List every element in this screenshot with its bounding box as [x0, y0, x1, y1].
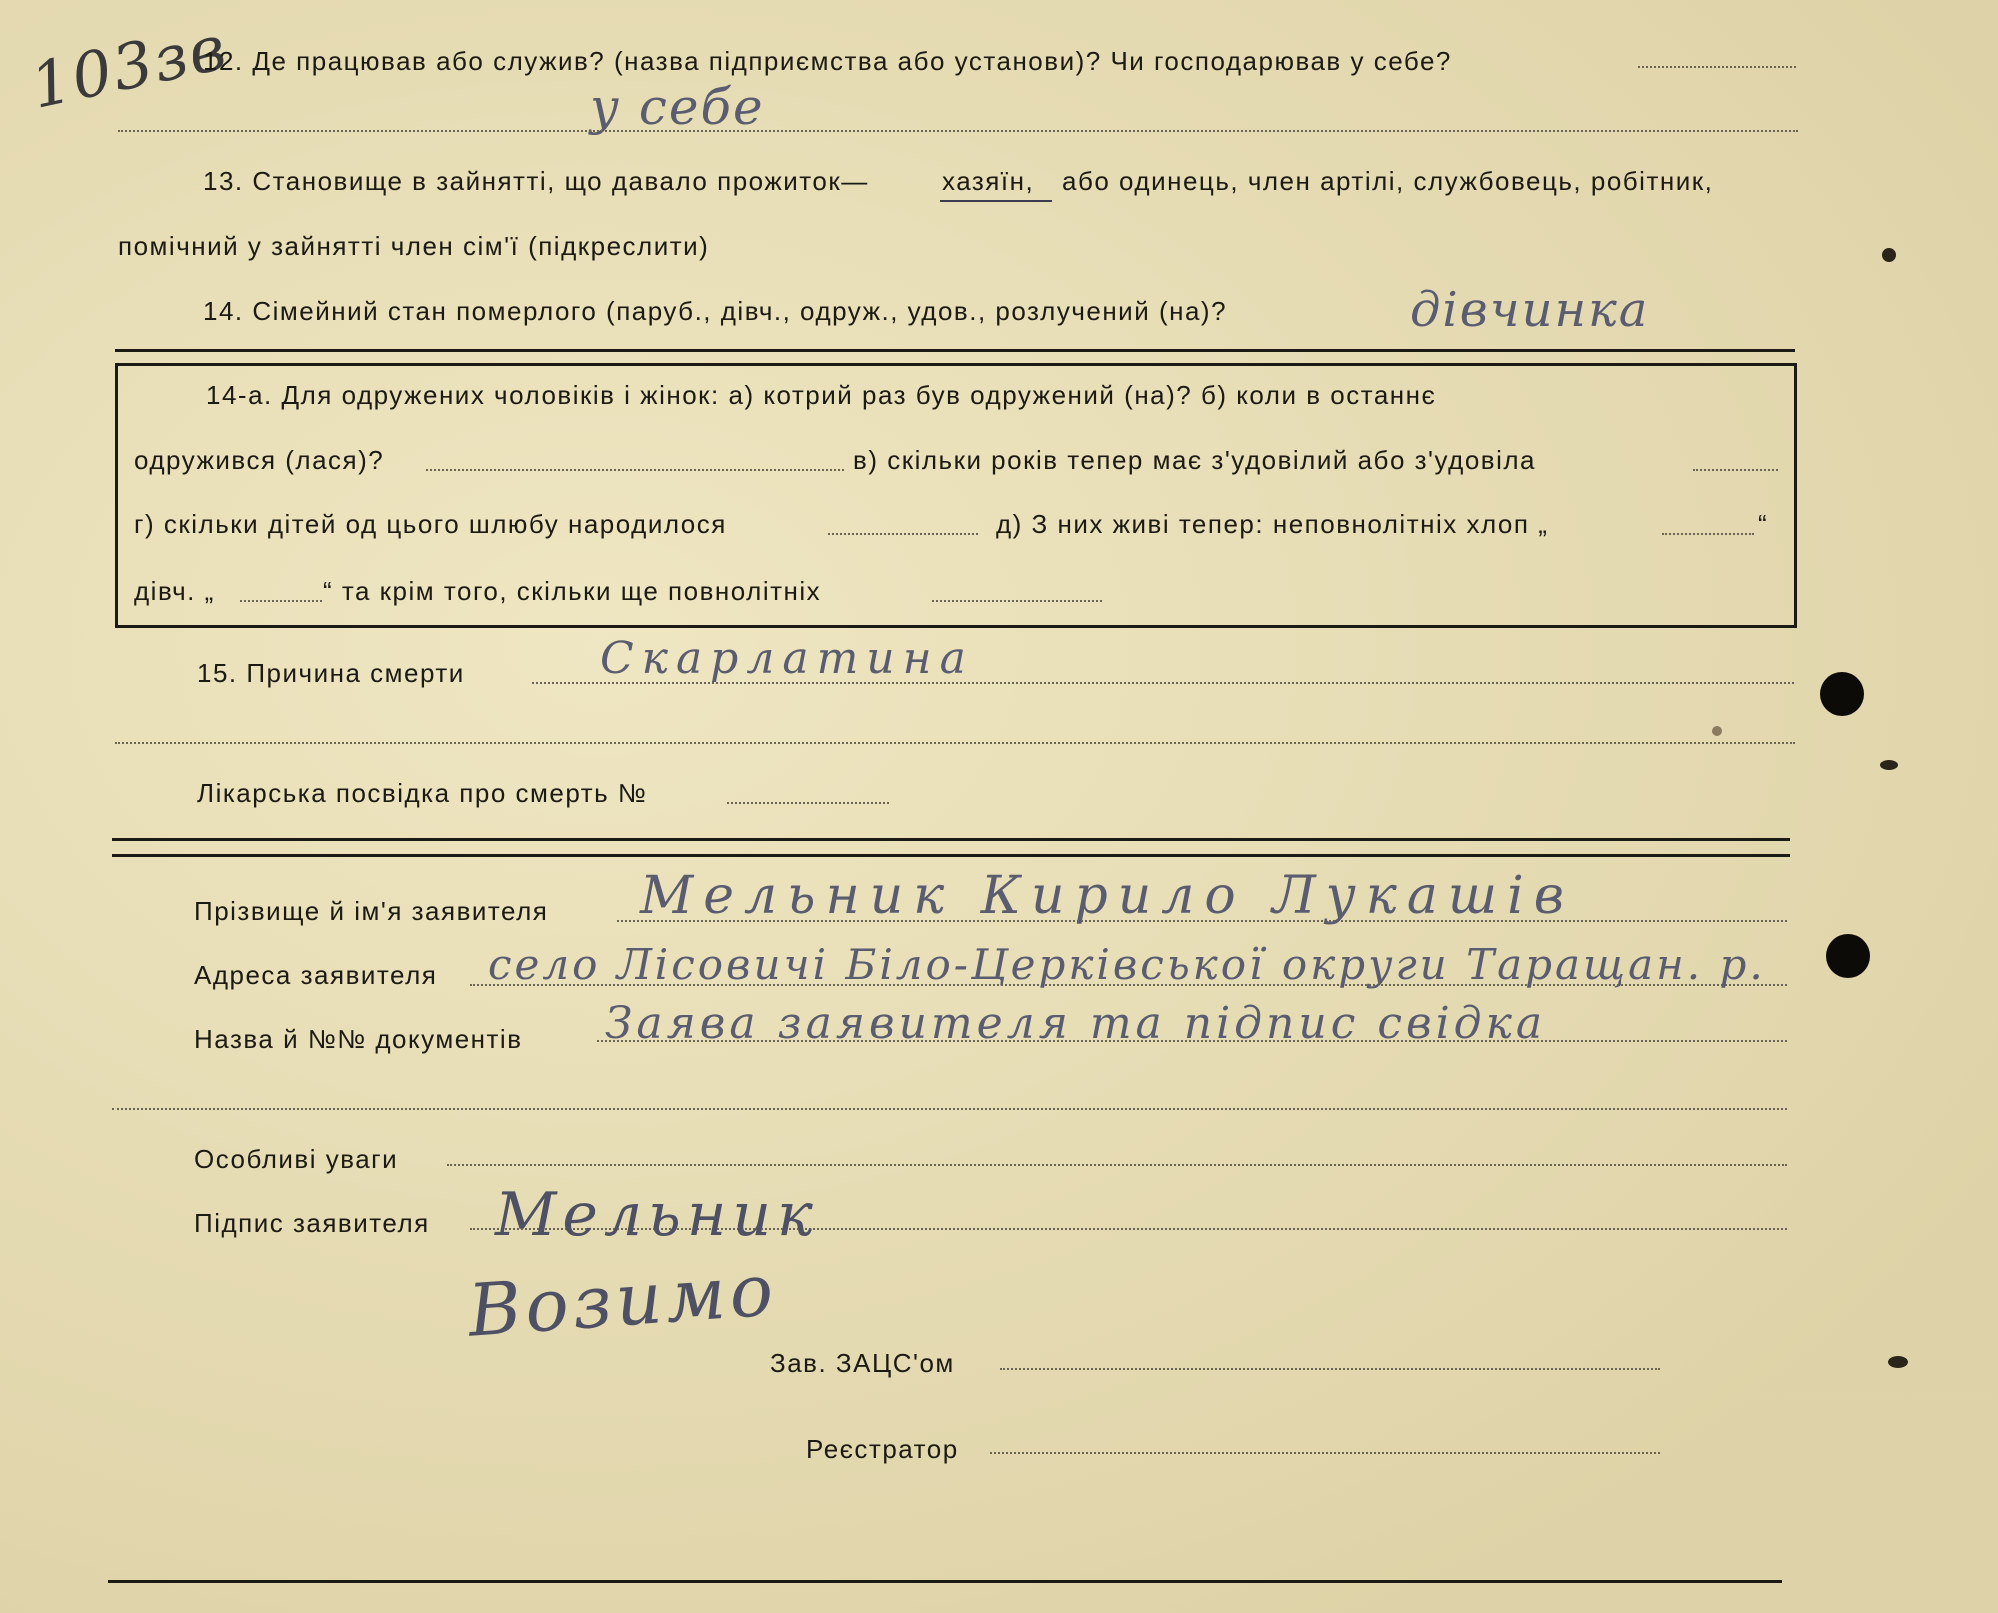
q14a-line-3-field-1: [828, 533, 978, 535]
q12-line-1: [1638, 66, 1796, 68]
paper-speck: [1880, 760, 1898, 770]
q14a-line-4-field-2: [932, 600, 1102, 602]
documents-answer: Заява заявителя та підпис свідка: [605, 998, 1547, 1049]
applicant-address-answer: село Лісовичі Біло-Церківської округи Таращан. р.: [488, 940, 1766, 989]
q14a-line-2-field-2: [1693, 469, 1778, 471]
q14a-line-2a: одружився (лася)?: [134, 445, 385, 475]
q14a-line-4a: дівч. „: [134, 576, 215, 606]
section-rule-top: [115, 349, 1795, 352]
registrar-label: Реєстратор: [806, 1434, 959, 1464]
medical-cert-number-field: [727, 802, 889, 804]
q14a-line-3c: “: [1758, 509, 1769, 539]
applicant-address-label: Адреса заявителя: [194, 960, 438, 990]
archive-number: 103зв: [24, 10, 234, 123]
q12-label: 12. Де працював або служив? (назва підприємства або установи)? Чи господарював у себе?: [203, 46, 1452, 76]
applicant-signature: Мельник: [495, 1180, 819, 1250]
q15-answer: Скарлатина: [600, 633, 974, 684]
q14a-box: [115, 363, 1797, 628]
binder-hole-lower: [1826, 934, 1870, 978]
head-zags-label: Зав. ЗАЦС'ом: [770, 1348, 955, 1378]
section-rule-bottom: [108, 1580, 1782, 1583]
medical-cert-label: Лікарська посвідка про смерть №: [197, 778, 648, 808]
q14a-line-3-field-2: [1662, 533, 1754, 535]
section-rule-double-1: [112, 838, 1790, 841]
q14a-line-2-field-1: [426, 469, 844, 471]
paper-speck: [1712, 726, 1722, 736]
q14a-line-1: 14-а. Для одружених чоловіків і жінок: а) котрий раз був одружений (на)? б) коли в останнє: [206, 380, 1437, 410]
q14a-line-4-field-1: [240, 600, 322, 602]
binder-hole-upper: [1820, 672, 1864, 716]
q13-label-a: 13. Становище в зайнятті, що давало прожиток—: [203, 166, 869, 196]
q12-line-2: [118, 130, 1798, 132]
documents-field-2: [112, 1108, 1787, 1110]
q15-line-2: [115, 742, 1795, 744]
paper-speck: [1882, 248, 1896, 262]
q12-answer: у себе: [590, 78, 765, 136]
applicant-name-label: Прізвище й ім'я заявителя: [194, 896, 549, 926]
section-rule-double-2: [112, 854, 1790, 857]
q14-answer: дівчинка: [1410, 282, 1650, 338]
q14a-line-3b: д) З них живі тепер: неповнолітніх хлоп „: [996, 509, 1549, 539]
signature-label: Підпис заявителя: [194, 1208, 430, 1238]
extra-signature: Возимо: [465, 1247, 780, 1353]
registrar-field: [990, 1452, 1660, 1454]
q14-label: 14. Сімейний стан померлого (паруб., дівч., одруж., удов., розлучений (на)?: [203, 296, 1228, 326]
q13-underlined-option: хазяїн,: [942, 166, 1035, 196]
q14a-line-4b: “ та крім того, скільки ще повнолітніх: [323, 576, 822, 606]
q13-label-c: помічний у зайнятті член сім'ї (підкреслити): [118, 231, 710, 261]
q14a-line-2b: в) скільки років тепер має з'удовілий або з'удовіла: [853, 445, 1537, 475]
remarks-field: [447, 1164, 1787, 1166]
q14a-line-3a: г) скільки дітей од цього шлюбу народилося: [134, 509, 727, 539]
paper-speck: [1888, 1356, 1908, 1368]
remarks-label: Особливі уваги: [194, 1144, 399, 1174]
documents-label: Назва й №№ документів: [194, 1024, 523, 1054]
applicant-name-answer: Мельник Кирило Лукашів: [640, 866, 1574, 926]
q13-label-b: або одинець, член артілі, службовець, робітник,: [1062, 166, 1714, 196]
q13-underline-mark: [940, 200, 1052, 202]
q15-label: 15. Причина смерти: [197, 658, 465, 688]
head-zags-field: [1000, 1368, 1660, 1370]
